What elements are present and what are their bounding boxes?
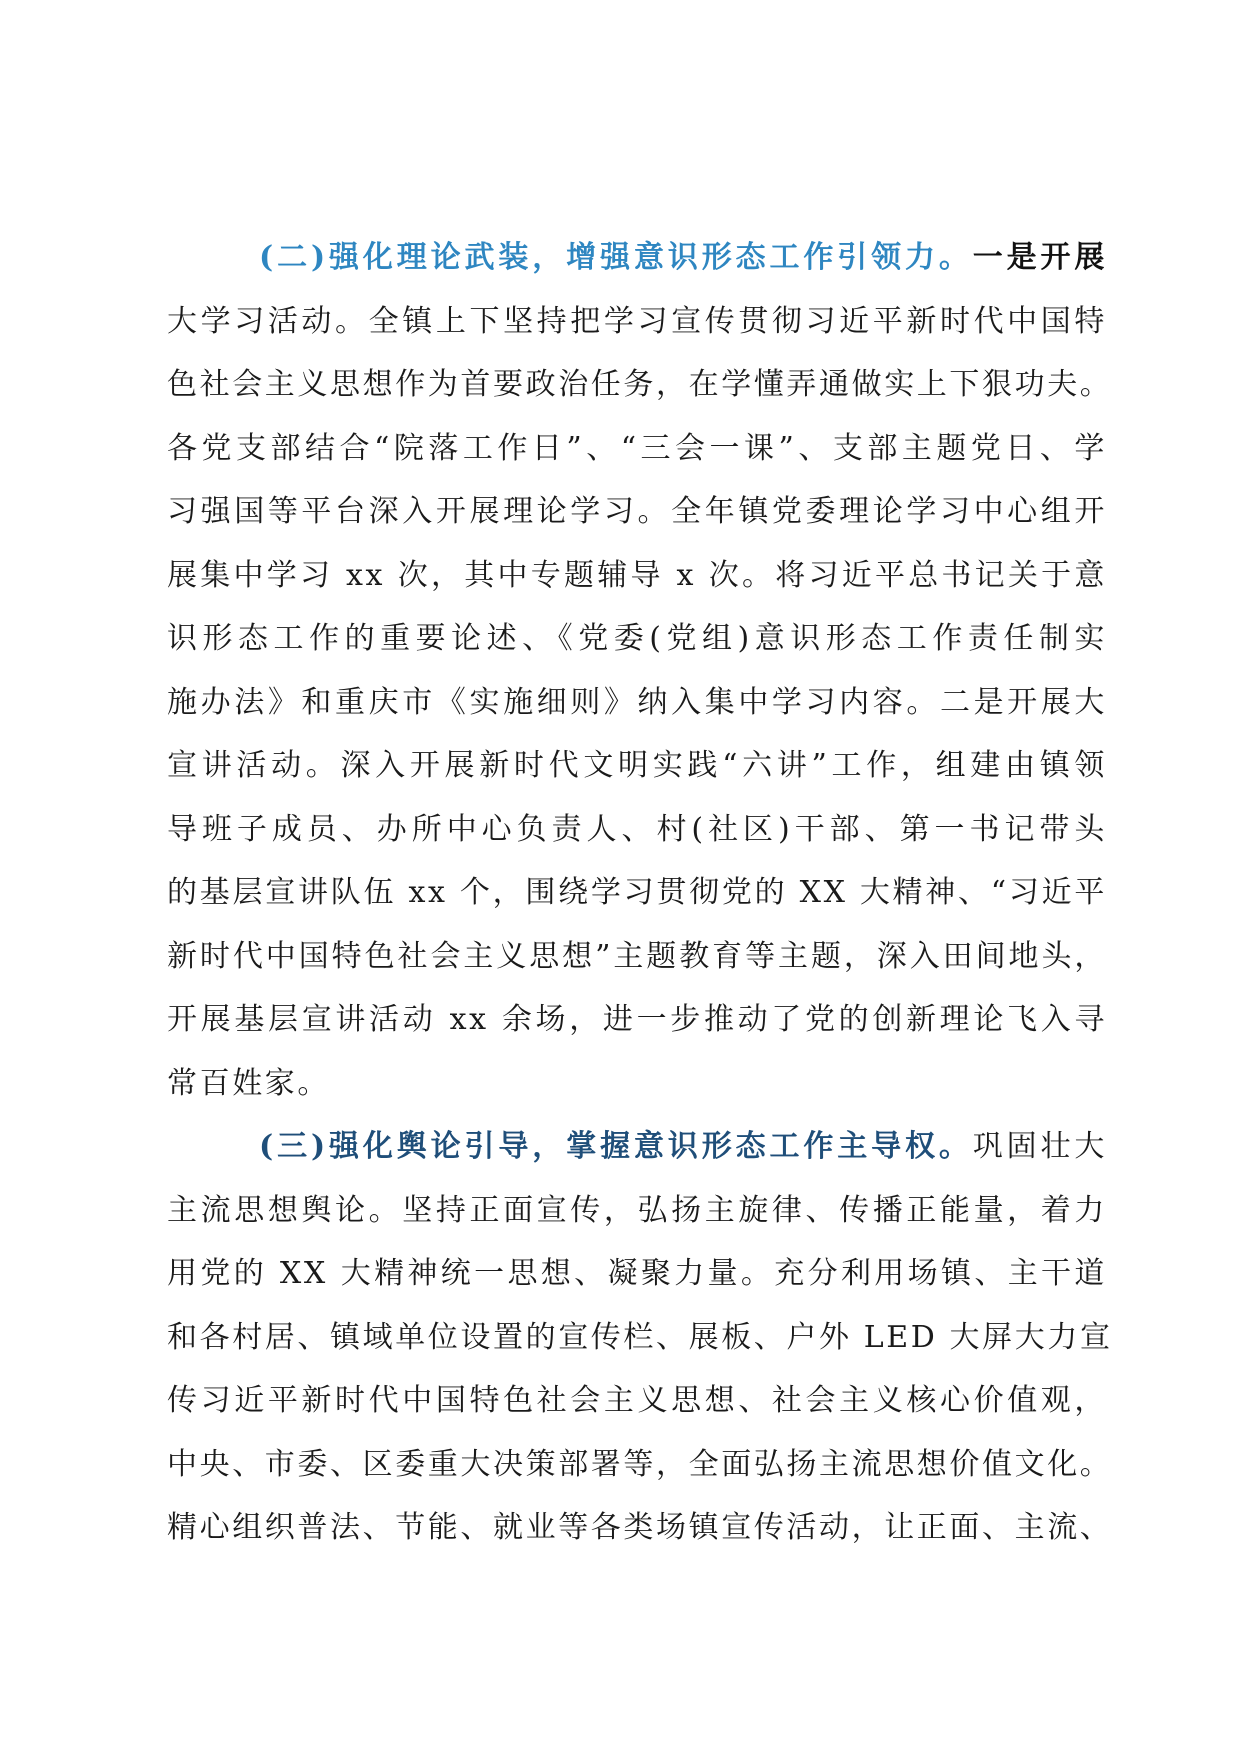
section-3-line: 用党的 XX 大精神统一思想、凝聚力量。充分利用场镇、主干道 [167,1256,1107,1291]
section-2-lead: 一是开展 [972,240,1107,275]
section-3-line: 中央、市委、区委重大决策部署等，全面弘扬主流思想价值文化。 [167,1446,1113,1482]
section-2-line: 识形态工作的重要论述、《党委(党组)意识形态工作责任制实 [167,621,1107,656]
section-3-line: 和各村居、镇域单位设置的宣传栏、展板、户外 LED 大屏大力宣 [167,1319,1113,1355]
section-2-heading-line [167,226,1107,290]
section-2-line: 导班子成员、办所中心负责人、村(社区)干部、第一书记带头 [167,811,1107,847]
section-3-line: 主流思想舆论。坚持正面宣传，弘扬主旋律、传播正能量，着力 [167,1192,1107,1228]
section-2-line: 新时代中国特色社会主义思想”主题教育等主题，深入田间地头， [167,938,1107,974]
section-2-line: 展集中学习 xx 次，其中专题辅导 x 次。将习近平总书记关于意 [167,557,1107,593]
section-2-line: 施办法》和重庆市《实施细则》纳入集中学习内容。二是开展大 [167,684,1107,720]
document-body [167,226,1113,1560]
section-3-heading: (三)强化舆论引导，掌握意识形态工作主导权。 [259,1129,973,1164]
section-3-line: 精心组织普法、节能、就业等各类场镇宣传活动，让正面、主流、 [167,1510,1113,1545]
section-2-line: 宣讲活动。深入开展新时代文明实践“六讲”工作，组建由镇领 [167,748,1107,783]
section-3-heading-line [167,1115,1107,1179]
section-2-line: 各党支部结合“院落工作日”、“三会一课”、支部主题党日、学 [167,430,1107,466]
section-2-line: 的基层宣讲队伍 xx 个，围绕学习贯彻党的 XX 大精神、“习近平 [167,875,1107,910]
section-2-line: 开展基层宣讲活动 xx 余场，进一步推动了党的创新理论飞入寻 [167,1002,1107,1037]
section-2-line: 大学习活动。全镇上下坚持把学习宣传贯彻习近平新时代中国特 [167,303,1107,339]
section-2-line: 常百姓家。 [167,1065,330,1101]
section-2-line: 习强国等平台深入开展理论学习。全年镇党委理论学习中心组开 [167,494,1107,529]
section-2-heading: (二)强化理论武装，增强意识形态工作引领力。 [259,240,973,275]
section-2-line: 色社会主义思想作为首要政治任务，在学懂弄通做实上下狠功夫。 [167,367,1113,402]
section-3-lead: 巩固壮大 [972,1129,1107,1164]
section-3-line: 传习近平新时代中国特色社会主义思想、社会主义核心价值观， [167,1383,1107,1418]
